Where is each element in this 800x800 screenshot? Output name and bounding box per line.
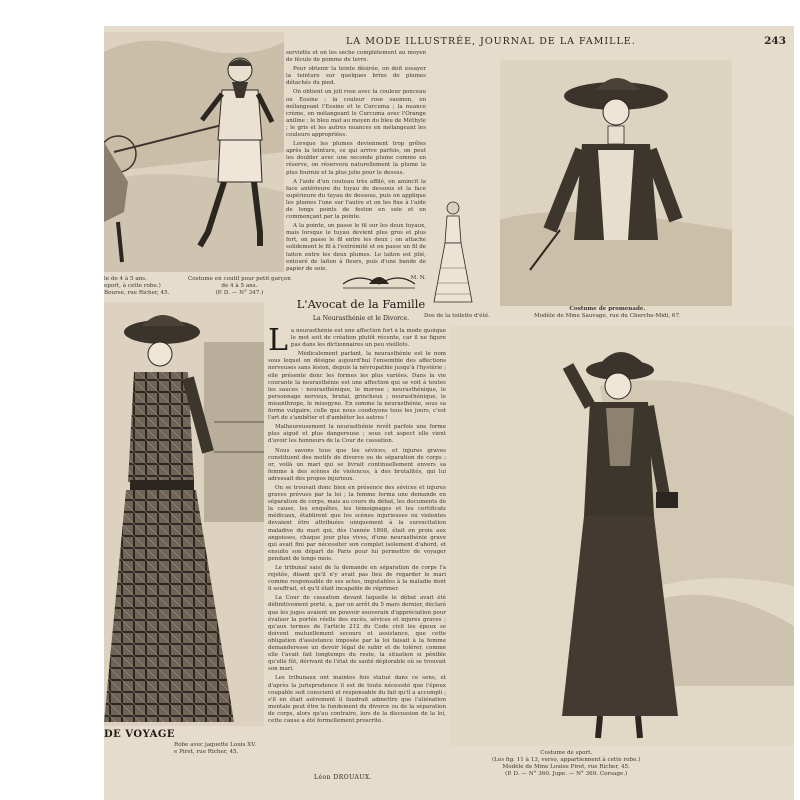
boy-illustration [104,32,284,272]
text-paragraph: A la pointe, on passe le fil sur les deux tuyaux, mais lorsque le tuyau devient plus gros et plus fort, on passe le fil entre les deux ; on attache solidement le fil à l'extrémité et on passe un fil de laiton entre les deux plumes. Le laiton est plié, entouré de laiton à fleurs, puis d'une bande de papier de soie. [286,223,426,272]
caption-line: Modèle de Mme Louise Piret, rue Richer, 45. [502,764,630,770]
caption-line: (P. D. — N° 347.) [215,290,264,296]
article-title: L'Avocat de la Famille [296,297,426,311]
text-paragraph: Pour obtenir la teinte désirée, on doit essayer la teinture sur quelques brins de plumes détachés du pied. [286,66,426,87]
left-fragment-caption [104,276,169,297]
sport-costume-caption [492,750,640,778]
caption-line: (P. D. — N° 360. Jupe. — N° 369. Corsage.) [505,771,628,777]
caption-line: (Les fig. 11 à 13, verso, appartiennent à cette robe.) [492,757,641,763]
signature: M. N. [410,274,426,281]
article-paragraph: Malheureusement la neurasthénie revêt parfois une forme plus aiguë et plus dangereuse ; sous cet aspect elle vient d'avoir les honneurs de la Cour de cassation. [268,424,446,445]
travel-costume-illustration [104,302,264,726]
sport-costume-illustration [450,326,794,746]
text-paragraph: Lorsque les plumes deviennent trop grêles après la teinture, ce qui arrive parfois, on peut les doubler avec une seconde plume comme en réserve, on réservera naturellement la plume la plus fournie et la plus jolie pour le dessus. [286,141,426,176]
top-text-column [286,50,426,290]
small-figure-caption: Dos de la toilette d'été. [424,313,490,319]
article-subtitle: La Neurasthénie et le Divorce. [312,315,410,322]
article-paragraph: Les tribunaux ont maintes fois statué dans ce sens, et d'après la jurisprudence il est de toute nécessité que l'époux coupable soit conscient et responsable du fait qu'il a accompli ; s'il en était autrement il faudrait admettre que l'aliénation mentale peut être le fondement du divorce ou de la séparation de corps, alors qu'au contraire, lors de la discussion de la loi, cette cause a été formellement proscrite. [268,675,446,724]
promenade-costume-illustration [500,60,732,306]
article-paragraph: La Cour de cassation devant laquelle le débat avait été définitivement porté, a, par un arrêt du 5 mars dernier, déclaré que les juges avaient un pouvoir souverain d'appréciation pour évaluer la portée réelle des excès, sévices et injures graves ; qu'aux termes de l'article 212 du Code civil les époux se doivent mutuellement secours et assistance, que cette obligation d'assistance imposée par la loi faisait à la femme demanderesse un devoir légal de subir et de tolérer, comme elle l'avait fait longtemps du reste, la situation si pénible qu'elle fût, dérivant de l'état de santé déplorable où se trouvait son mari. [268,595,446,673]
caption-line: eport, à cette robe.) [104,283,161,289]
travel-caption [174,742,256,756]
travel-heading: DE VOYAGE [104,729,175,740]
text-paragraph: On obtient un joli rose avec la couleur ponceau ou Eosine ; la couleur rose saumon, en mélangeant l'Eosine et le Curcuma ; la nuance crème, en mélangeant le Curcuma avec l'Orange aniline ; le bleu mat au moyen du bleu de Méthyle ; le gris et les autres nuances en mélangeant les couleurs appropriées. [286,89,426,139]
article-paragraph: Nous savons tous que les sévices, et injures graves constituent des motifs de divorce ou de séparation de corps ; or, voilà un mari qui se livrait continuellement envers sa femme à des scènes de violences, à des brutalités, qui lui adressait des propos injurieux. [268,447,446,482]
drop-cap: L [268,328,288,358]
article-column [268,328,446,772]
article-paragraph: Le tribunal saisi de la demande en séparation de corps l'a rejetée, disant qu'il n'y avait pas lieu de regarder le mari comme responsable de ses actes, imputables à la maladie dont il souffrait, et qu'il était incapable de réprimer. [268,565,446,593]
caption-line: e Piret, rue Richer, 45. [174,749,239,755]
caption-title: Costume de sport. [540,750,593,756]
caption-title: Costume de promenade. [569,306,646,312]
running-header: LA MODE ILLUSTRÉE, JOURNAL DE LA FAMILLE. [346,36,636,47]
article-paragraph: On se trouvait donc bien en présence des sévices et injures graves prévues par la loi ; la femme forma une demande en séparation de corps, mais au cours du débat, les documents de la cause, les enquêtes, les témoignages et les certificats médicaux, établirent que les scènes injurieuses ou violentes devaient être attribuées uniquement à la surexcitation maladive du mari qui, dès l'année 1898, était en proie aux angoisses, chaque jour plus vives, d'une neurasthénie grave qui avait fini par nécessiter son complet isolement d'abord, et ensuite son départ de Paris pour lui permettre de voyager pendant de longs mois. [268,484,446,562]
promenade-caption [534,306,681,320]
caption-line: Bourse, rue Richer, 45. [104,290,170,296]
caption-line: le de 4 à 5 ans. [104,276,147,282]
text-paragraph: serviette et on les sèche complètement au moyen de fécule de pomme de terre. [286,50,426,64]
article-paragraph: Médicalement parlant, la neurasthénie est le nom sous lequel on désigne aujourd'hui l'ensemble des affections nerveuses sans lésion, depuis la névropathie jusqu'à l'hystérie ; elle présente donc les formes les plus variées. Dans la vie courante la neurasthénie est une affection qui se voit à toutes les sauces : neurasthénique, le morose ; neurasthénique, le personnage nerveux, brutal, grincheux ; neurasthénique, le misanthrope, le misogyne. En somme la neurasthénie, sous sa forme vulgaire, celle que nous coudoyons tous les jours, c'est l'art de s'ambêter et d'ambêter les autres ! [268,351,446,422]
article-author: Léon DROUAUX. [314,774,373,781]
paragraph-text: a neurasthénie est une affection fort à la mode quoique le mot soit de création plutôt récente, car il ne figure pas dans les dictionnaires un peu vieillots. [290,328,446,349]
caption-line: Costume en coutil pour petit garçon [188,276,291,282]
text-paragraph: A l'aide d'un couteau très affilé, on amincit la face antérieure du tuyau de dessous et la face supérieure du tuyau de dessous, puis on applique les plumes l'une sur l'autre et on les fixe à l'aide de longs points de feston en soie et en commençant par la pointe. [286,178,426,221]
page-number: 243 [764,35,786,47]
magazine-page [104,26,794,800]
ornament [339,270,419,292]
caption-credit: Modèle de Mme Sauvage, rue du Cherche-Midi, 67. [534,313,681,319]
boy-costume-caption [188,276,291,297]
small-dress-figure [430,198,476,310]
caption-line: Robe avec jaquette Louis XV. [174,742,257,748]
caption-line: de 4 à 5 ans. [221,283,258,289]
article-paragraph [268,328,446,358]
